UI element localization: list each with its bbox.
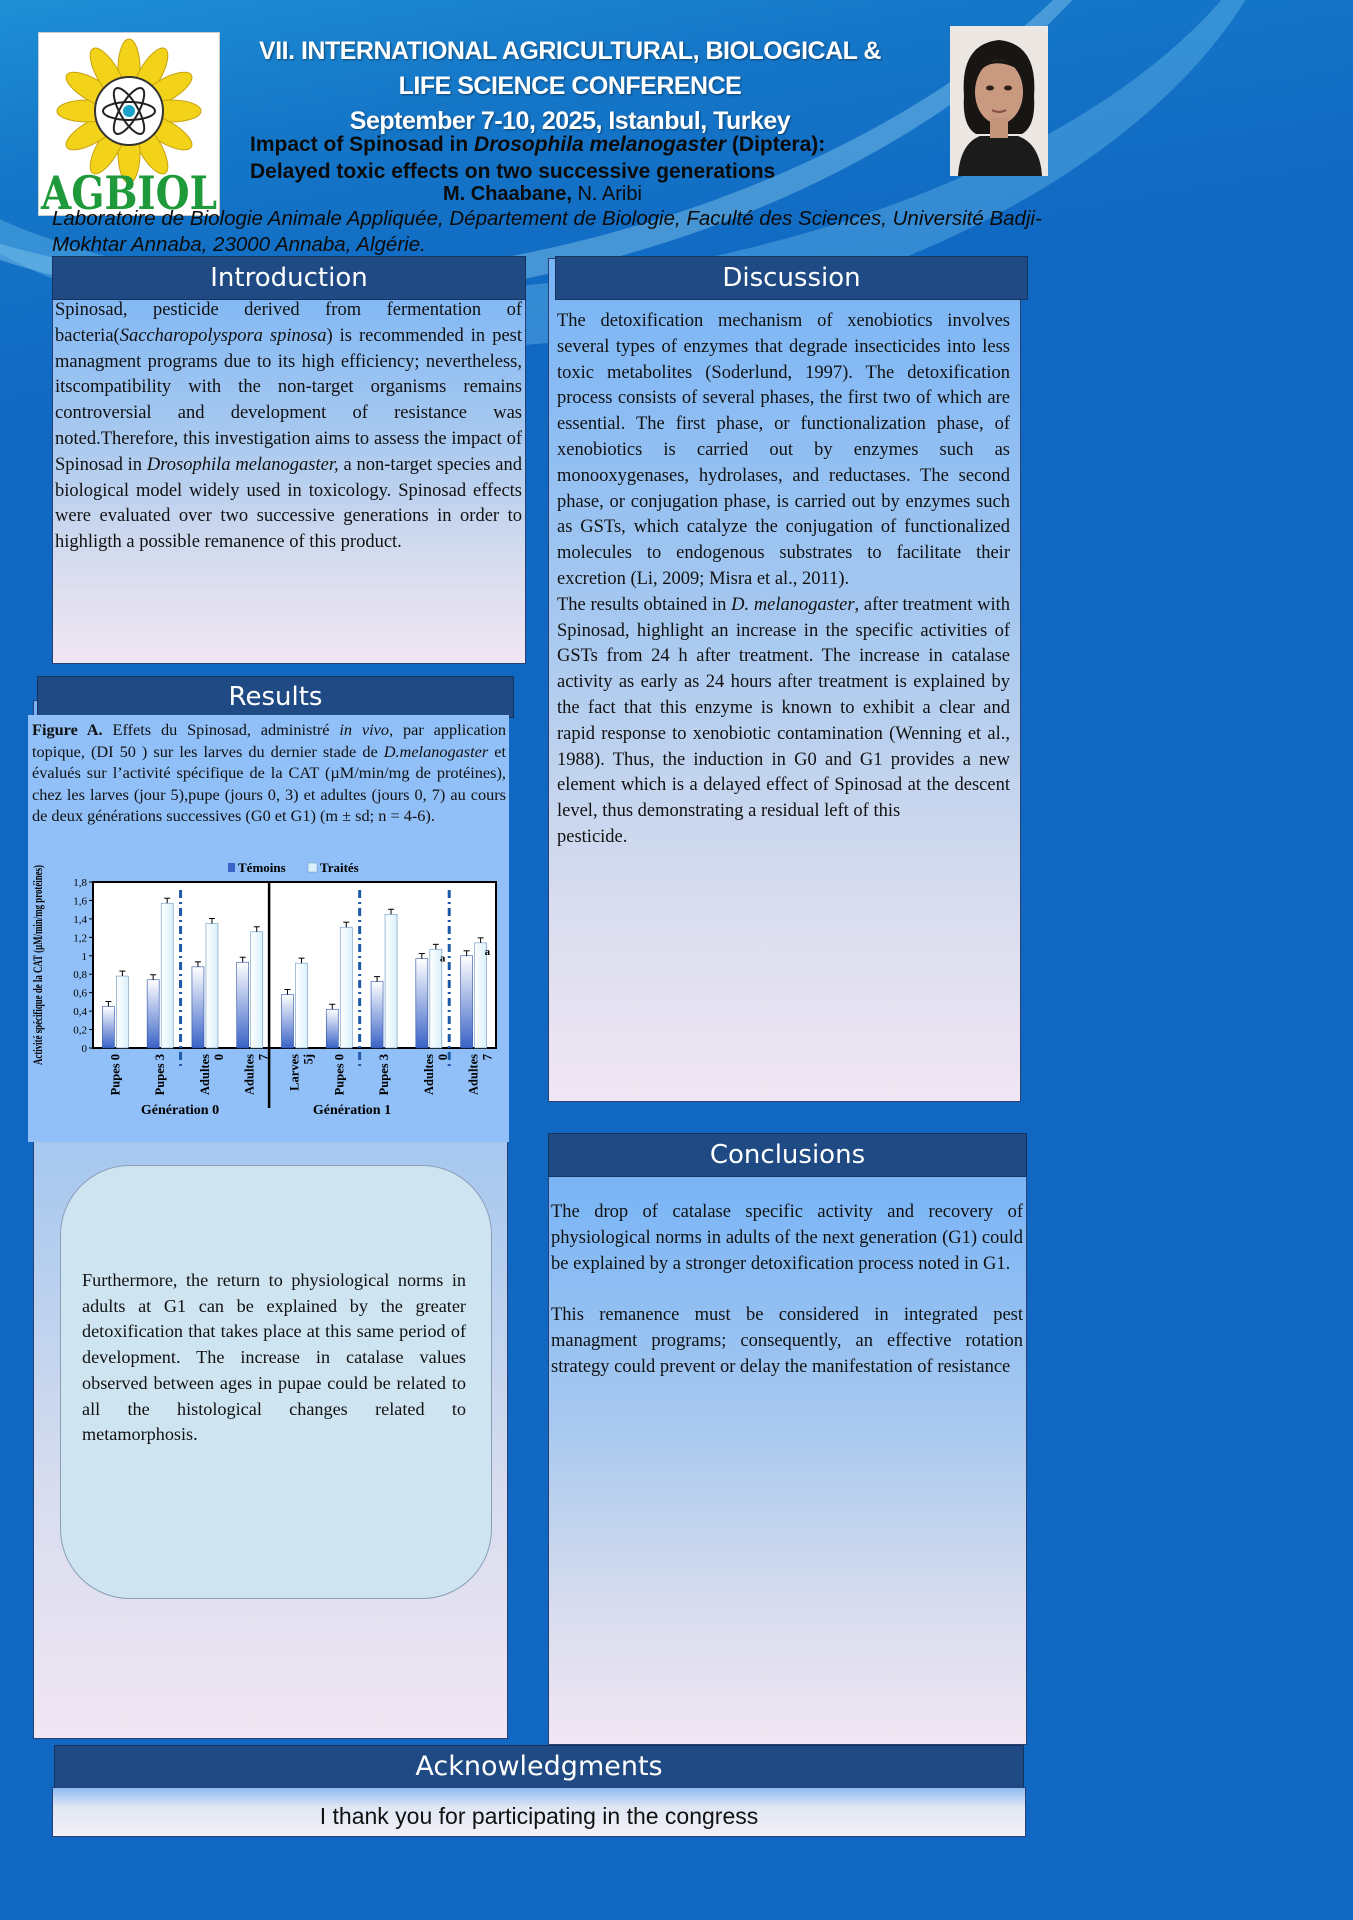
introduction-header: Introduction [52,256,526,300]
y-tick-label: 1,4 [73,913,87,926]
bar-temoins [192,967,204,1048]
group-label-g1: Génération 1 [312,1103,392,1118]
group-label-g0: Génération 0 [140,1103,220,1118]
results-header: Results [37,676,514,718]
y-axis [73,877,93,1055]
bar-temoins [237,962,249,1048]
y-axis-label: Activité spécifique de la CAT (µM/min/mg protéines) [31,782,45,1065]
y-tick-label: 0,6 [73,987,87,1000]
significance-letter: a [484,945,491,958]
significance-letter: a [439,952,446,965]
y-tick-label: 0 [81,1043,87,1055]
legend-swatch-traites [308,863,317,872]
x-tick-label: Pupes 3 [377,1054,392,1096]
y-tick-label: 1,6 [73,895,87,908]
x-axis [108,1054,494,1095]
x-tick-label: Pupes 0 [108,1054,123,1096]
affiliation: Laboratoire de Biologie Animale Appliquée, Département de Biologie, Faculté des Sciences, Université Badji- Mokhtar Annaba, 23000 Annaba, Algérie. [52,207,1042,256]
conclusions-paragraph-2: This remanence must be considered in integrated pest managment programs; consequently, an effective rotation strategy could prevent or delay the manifestation of resistance [551,1305,1023,1377]
figure-caption: Figure A. Effets du Spinosad, administré in vivo, par application topique, (DI 50 ) sur les larves du dernier stade de D.melanogaster et évalués sur l’activité spécifique de la CAT (µM/min/mg de protéines), chez les larves (jour 5),pupe (jours 0, 3) et adultes (jours 0, 7) au cours de deux générations successives (G0 et G1) (m ± sd; n = 4-6). [32,720,507,825]
bar-temoins [147,980,159,1048]
y-tick-label: 1,2 [73,932,87,945]
x-tick-label: Adultes7 [466,1054,495,1095]
conference-date: September 7-10, 2025, Istanbul, Turkey [349,107,791,135]
y-tick-label: 0,8 [73,969,87,982]
bar-traites [116,976,128,1048]
bar-traites [206,924,218,1049]
bar-temoins [102,1007,114,1049]
conference-title-line1: VII. INTERNATIONAL AGRICULTURAL, BIOLOGICAL & [259,37,881,65]
y-tick-label: 1,8 [73,877,87,889]
x-tick-label: Pupes 0 [332,1054,347,1096]
paper-title: Impact of Spinosad in Drosophila melanogaster (Diptera): Delayed toxic effects on two successive generations [250,133,826,183]
legend-swatch-temoins [228,863,235,872]
x-tick-label: Adultes7 [242,1054,271,1095]
y-tick-label: 0,2 [73,1024,87,1037]
co-author: N. Aribi [571,183,642,205]
bar-temoins [282,995,294,1048]
discussion-header: Discussion [555,256,1028,300]
conclusions-paragraph-1: The drop of catalase specific activity and recovery of physiological norms in adults of the next generation (G1) could be explained by a stronger detoxification process noted in G1. [551,1202,1023,1274]
bar-traites [475,943,487,1048]
bar-traites [296,963,308,1048]
discussion-paragraph-2: The results obtained in D. melanogaster, after treatment with Spinosad, highlight an increase in the specific activities of GSTs from 24 h after treatment. The increase in catalase activity as early as 24 hours after treatment is explained by the fact that this enzyme is known to exhibit a clear and rapid response to xenobiotic contamination (Wenning et al., 1988). Thus, the induction in G0 and G1 provides a new element which is a delayed effect of Spinosad at the descent level, thus demonstrating a residual left of this [557,594,1010,822]
main-author: M. Chaabane, [443,183,572,205]
conference-logo [38,32,220,220]
discussion-text [557,309,1010,851]
authors [443,183,642,206]
conclusions-header: Conclusions [548,1133,1027,1177]
bar-traites [251,932,263,1048]
y-tick-label: 0,4 [73,1006,87,1019]
conference-title-line2: LIFE SCIENCE CONFERENCE [398,72,742,100]
logo-text: AGBIOL [40,166,218,220]
discussion-paragraph-3: pesticide. [557,826,628,847]
x-tick-label: Pupes 3 [153,1054,168,1096]
legend-label-traites: Traités [320,860,359,875]
acknowledgments-text: I thank you for participating in the congress [52,1787,1026,1837]
catalase-activity-chart [28,782,509,1142]
bar-traites [340,927,352,1048]
x-tick-label: Adultes0 [197,1054,226,1095]
results-comment-text: Furthermore, the return to physiological norms in adults at G1 can be explained by the greater detoxification that takes place at this same period of development. The increase in catalase values observed between ages in pupae could be related to all the histological changes related to metamorphosis. [82,1270,466,1445]
bar-temoins [461,956,473,1048]
y-tick-label: 1 [81,950,87,963]
conclusions-text [551,1200,1023,1381]
bar-temoins [326,1009,338,1048]
acknowledgments-header: Acknowledgments [54,1745,1024,1789]
conference-title [220,34,920,104]
author-photo [950,26,1048,176]
legend-label-temoins: Témoins [238,860,286,875]
chart-legend [228,860,359,875]
introduction-text: Spinosad, pesticide derived from fermentation of bacteria(Saccharopolyspora spinosa) is recommended in pest managment programs due to its high efficiency; nevertheless, itscompatibility with the non-target organisms remains controversial and development of resistance was noted.Therefore, this investigation aims to assess the impact of Spinosad in Drosophila melanogaster, a non-target species and biological model widely used in toxicology. Spinosad effects were evaluated over two successive generations in order to highligth a possible remanence of this product. [55,300,523,553]
bar-traites [385,914,397,1048]
bar-temoins [416,959,428,1048]
x-tick-label: Larves5j [287,1054,316,1091]
x-tick-label: Adultes0 [421,1054,450,1095]
discussion-paragraph-1: The detoxification mechanism of xenobiotics involves several types of enzymes that degrade insecticides into less toxic metabolites (Soderlund, 1997). The detoxification process consists of several phases, the first two of which are essential. The first phase, or functionalization phase, of xenobiotics is carried out by enzymes such as monooxygenases, hydrolases, and reductases. The second phase, or conjugation phase, is carried out by enzymes such as GSTs, which catalyze the conjugation of functionalized molecules to endogenous substrates to facilitate their excretion (Li, 2009; Misra et al., 2011). [557,311,1010,589]
bar-traites [161,903,173,1048]
bar-temoins [371,982,383,1048]
